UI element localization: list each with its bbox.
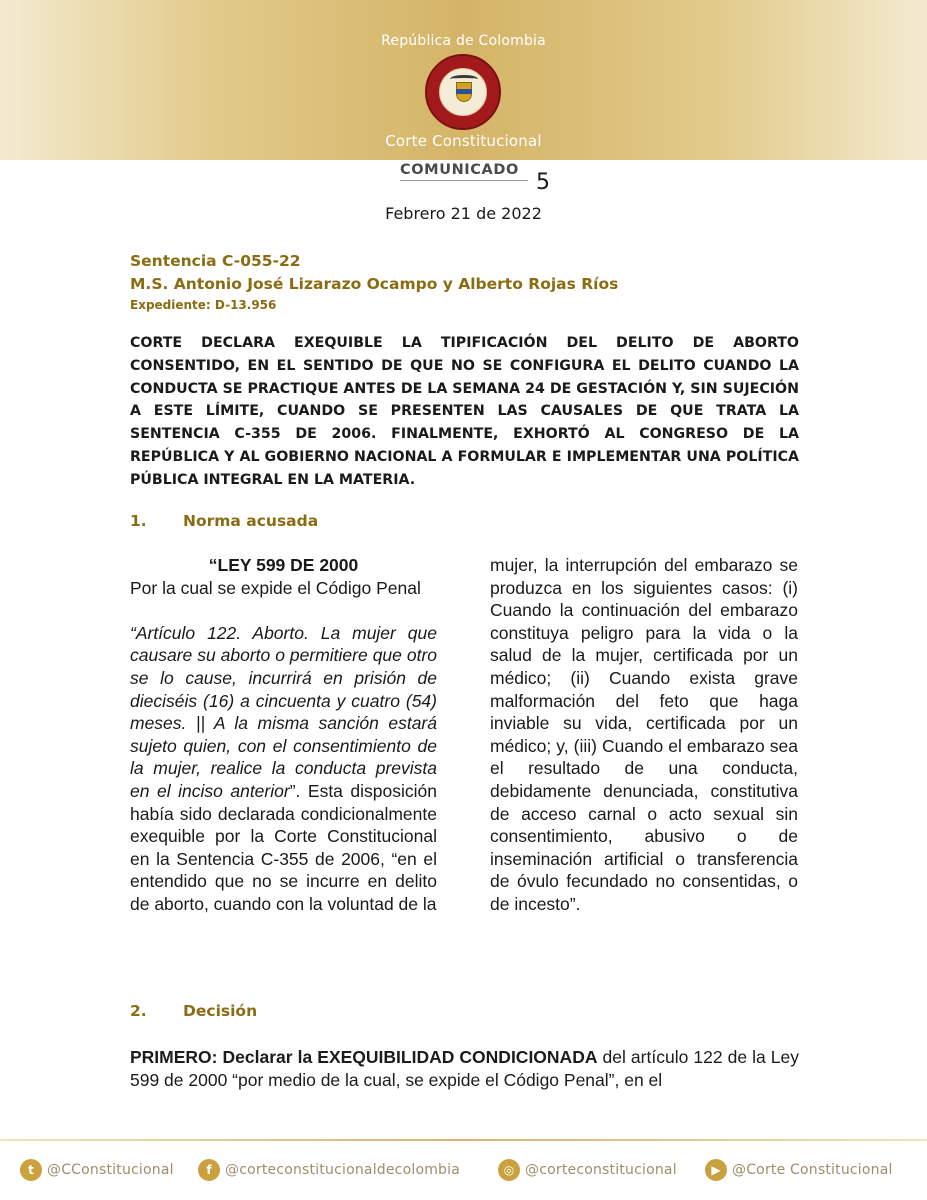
comunicado-label xyxy=(400,162,528,181)
footer-divider xyxy=(0,1139,927,1141)
section-title: Decisión xyxy=(183,1002,258,1020)
section-number: 1. xyxy=(130,512,147,530)
section-norma-acusada xyxy=(130,512,318,530)
twitter-link[interactable] xyxy=(20,1159,174,1181)
decision-bold-lead: PRIMERO: Declarar la EXEQUIBILIDAD CONDICIONADA xyxy=(130,1047,598,1067)
right-column: mujer, la interrupción del embarazo se produzca en los siguientes casos: (i) Cuando la continuación del embarazo constituya peligro para la vida o la salud de la mujer, certificada por un médico; (ii) Cuando exista grave malformación del feto que haga inviable su vida, certificada por un médico; y, (iii) Cuando el embarazo sea el resultado de una conducta, debidamente denunciada, constitutiva de acceso carnal o acto sexual sin consentimiento, abusivo o de inseminación artificial o transferencia de óvulo fecundado no consentidas, o de incesto”. xyxy=(490,555,798,914)
comunicado-underline xyxy=(400,180,528,181)
comunicado-title: COMUNICADO xyxy=(400,162,519,178)
sentencia-number: Sentencia C-055-22 xyxy=(130,252,301,270)
youtube-handle: @Corte Constitucional xyxy=(732,1162,893,1178)
instagram-handle: @corteconstitucional xyxy=(525,1162,677,1178)
youtube-icon: ▶ xyxy=(705,1159,727,1181)
magistrados: M.S. Antonio José Lizarazo Ocampo y Alberto Rojas Ríos xyxy=(130,275,619,293)
comunicado-date: Febrero 21 de 2022 xyxy=(385,204,542,223)
expediente: Expediente: D-13.956 xyxy=(130,298,277,312)
article-text xyxy=(130,622,437,916)
court-name: Corte Constitucional xyxy=(385,132,542,150)
twitter-handle: @CConstitucional xyxy=(47,1162,174,1178)
headline: CORTE DECLARA EXEQUIBLE LA TIPIFICACIÓN DEL DELITO DE ABORTO CONSENTIDO, EN EL SENTIDO DE QUE NO SE CONFIGURA EL DELITO CUANDO LA CONDUCTA SE PRACTIQUE ANTES DE LA SEMANA 24 DE GESTACIÓN Y, SIN SUJECIÓN A ESTE LÍMITE, CUANDO SE PRESENTEN LAS CAUSALES DE QUE TRATA LA SENTENCIA C-355 DE 2006. FINALMENTE, EXHORTÓ AL CONGRESO DE LA REPÚBLICA Y AL GOBIERNO NACIONAL A FORMULAR E IMPLEMENTAR UNA POLÍTICA PÚBLICA INTEGRAL EN LA MATERIA. xyxy=(130,335,799,488)
instagram-icon: ◎ xyxy=(498,1159,520,1181)
article-italic: “Artículo 122. Aborto. La mujer que causare su aborto o permitiere que otro se lo cause, incurrirá en prisión de dieciséis (16) a cincuenta y cuatro (54) meses. || A la misma sanción estará sujeto quien, con el consentimiento de la mujer, realice la conducta prevista en el inciso anterior xyxy=(130,622,437,801)
decision-text: del artículo 122 de la Ley 599 de 2000 “por medio de la cual, se expide el Código Penal”, en el xyxy=(130,1047,799,1090)
decision-paragraph xyxy=(130,1046,799,1092)
ley-subtitle: Por la cual se expide el Código Penal xyxy=(130,577,421,598)
header-banner xyxy=(0,0,927,160)
country-name: República de Colombia xyxy=(381,33,546,49)
section-decision xyxy=(130,1002,257,1020)
comunicado-number: 5 xyxy=(536,170,550,195)
facebook-link[interactable] xyxy=(198,1159,460,1181)
left-column xyxy=(130,554,437,916)
youtube-link[interactable] xyxy=(705,1159,893,1181)
article-close: ”. Esta disposición había sido declarada condicionalmente exequible por la Corte Constitucional en la Sentencia C-355 de 2006, “en el entendido que no se incurre en delito de aborto, cuando con la voluntad de la xyxy=(130,780,438,914)
twitter-icon: t xyxy=(20,1159,42,1181)
ley-title: “LEY 599 DE 2000 xyxy=(208,555,359,575)
social-footer xyxy=(0,1150,927,1190)
section-number: 2. xyxy=(130,1002,147,1020)
facebook-icon: f xyxy=(198,1159,220,1181)
corte-constitucional-seal-icon xyxy=(425,54,501,130)
instagram-link[interactable] xyxy=(498,1159,677,1181)
section-title: Norma acusada xyxy=(183,512,319,530)
facebook-handle: @corteconstitucionaldecolombia xyxy=(225,1162,460,1178)
